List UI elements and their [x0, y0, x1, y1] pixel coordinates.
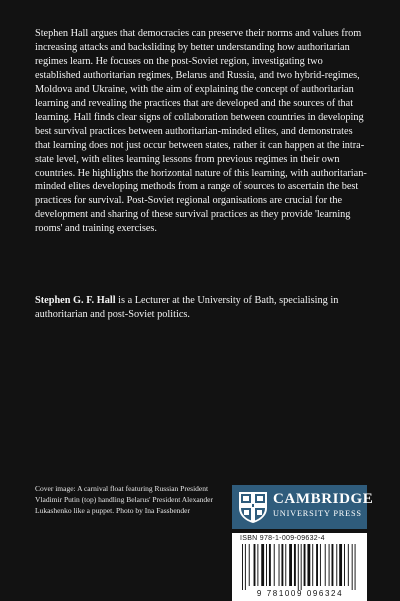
cover-image-credit: Cover image: A carnival float featuring Russian President Vladimir Putin (top) handling Belarus' President Alexander Lukashenko like a puppet. Photo by Ina Fassbender [35, 484, 213, 515]
author-bio [35, 294, 367, 322]
publisher-block [232, 485, 374, 598]
author-bio-text: is a Lecturer at the University of Bath, specialising in authoritarian and post-Soviet politics. [35, 295, 339, 320]
publisher-name: CAMBRIDGE [273, 491, 374, 507]
barcode-bars [240, 544, 359, 590]
barcode-digits: 9 781009 096324 [256, 589, 344, 598]
author-name: Stephen G. F. Hall [35, 295, 116, 306]
publisher-logo [232, 485, 374, 529]
cambridge-crest-icon [237, 490, 269, 524]
book-blurb: Stephen Hall argues that democracies can preserve their norms and values from increasing attacks and backsliding by better understanding how authoritarian regimes learn. He focuses on the post-Soviet region, investigating two established authoritarian regimes, Belarus and Russia, and two hybrid-regimes, Moldova and Ukraine, with the aim of explaining the concept of authoritarian learning and revealing the practices that are developed and the sources of that learning. Hall finds clear signs of collaboration between countries in developing best survival practices between authoritarian-minded elites, and demonstrates that learning does not just occur between states, rather it can happen at the intra-state level, with elites learning lessons from previous regimes in their own countries. He highlights the horizontal nature of this learning, with authoritarian-minded elites developing methods from a range of sources to ascertain the best practices for survival. Post-Soviet regional organisations are crucial for the development and sharing of these survival practices as they provide 'learning rooms' and training exercises. [35, 28, 367, 235]
isbn-label: ISBN 978-1-009-09632-4 [240, 535, 325, 542]
publisher-subname: UNIVERSITY PRESS [273, 509, 362, 518]
isbn-barcode [232, 533, 367, 601]
